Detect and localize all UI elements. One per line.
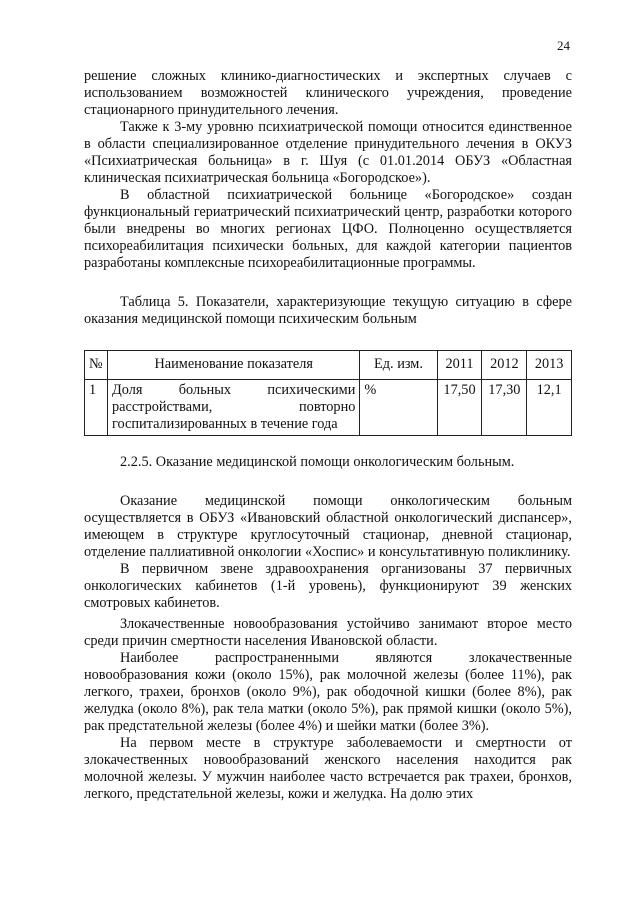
paragraph-common-neoplasms: Наиболее распространенными являются злокачественные новообразования кожи (около 15%), рак молочной железы (более 11%), рак легкого, трахеи, бронхов (около 9%), рак ободочной кишки (более 8%), рак желудка (около 8%), рак тела матки (около 5%), рак прямой кишки (около 5%), рак предстательной железы (более 4%) и шейки матки (более 3%). [84, 650, 572, 734]
paragraph-primary-care: В первичном звене здравоохранения организованы 37 первичных онкологических кабинетов (1-й уровень), функционируют 39 женских смотровых кабинетов. [84, 561, 572, 611]
cell-2011: 17,50 [437, 380, 482, 436]
paragraph-bogorodskoe: В областной психиатрической больнице «Богородское» создан функциональный гериатрический психиатрический центр, разработки которого были внедрены во многих регионах ЦФО. Полноценно осуществляется психореабилитация психически больных, для каждой категории пациентов разработаны комплексные психореабилитационные программы. [84, 187, 572, 271]
header-2013: 2013 [527, 351, 572, 380]
paragraph-third-level: Также к 3-му уровню психиатрической помощи относится единственное в области специализированное отделение принудительного лечения в ОКУЗ «Психиатрическая больница» в г. Шуя (с 01.01.2014 ОБУЗ «Областная клиническая психиатрическая больница «Богородское»). [84, 119, 572, 186]
page-content [84, 68, 572, 803]
cell-name: Доля больных психическими расстройствами, повторно госпитализированных в течение года [107, 380, 359, 436]
cell-2012: 17,30 [482, 380, 527, 436]
table-header-row [85, 351, 572, 380]
header-num: № [85, 351, 108, 380]
header-name: Наименование показателя [107, 351, 359, 380]
header-2011: 2011 [437, 351, 482, 380]
header-unit: Ед. изм. [360, 351, 437, 380]
cell-unit: % [360, 380, 437, 436]
section-heading: 2.2.5. Оказание медицинской помощи онкологическим больным. [120, 454, 515, 470]
table-caption: Таблица 5. Показатели, характеризующие текущую ситуацию в сфере оказания медицинской помощи психическим больным [84, 294, 572, 327]
table-row [85, 380, 572, 436]
page-number: 24 [557, 38, 570, 53]
paragraph-continuation: решение сложных клинико-диагностических и экспертных случаев с использованием возможностей клинического учреждения, проведение стационарного принудительного лечения. [84, 68, 572, 118]
cell-num: 1 [85, 380, 108, 436]
indicators-table [84, 350, 572, 436]
paragraph-structure: На первом месте в структуре заболеваемости и смертности от злокачественных новообразований женского населения находится рак молочной железы. У мужчин наиболее часто встречается рак трахеи, бронхов, легкого, предстательной железы, кожи и желудка. На долю этих [84, 735, 572, 802]
cell-2013: 12,1 [527, 380, 572, 436]
paragraph-mortality: Злокачественные новообразования устойчиво занимают второе место среди причин смертности населения Ивановской области. [84, 616, 572, 649]
header-2012: 2012 [482, 351, 527, 380]
paragraph-oncology-dispensary: Оказание медицинской помощи онкологическим больным осуществляется в ОБУЗ «Ивановский областной онкологический диспансер», имеющем в структуре круглосуточный стационар, дневной стационар, отделение паллиативной онкологии «Хоспис» и консультативную поликлинику. [84, 493, 572, 560]
